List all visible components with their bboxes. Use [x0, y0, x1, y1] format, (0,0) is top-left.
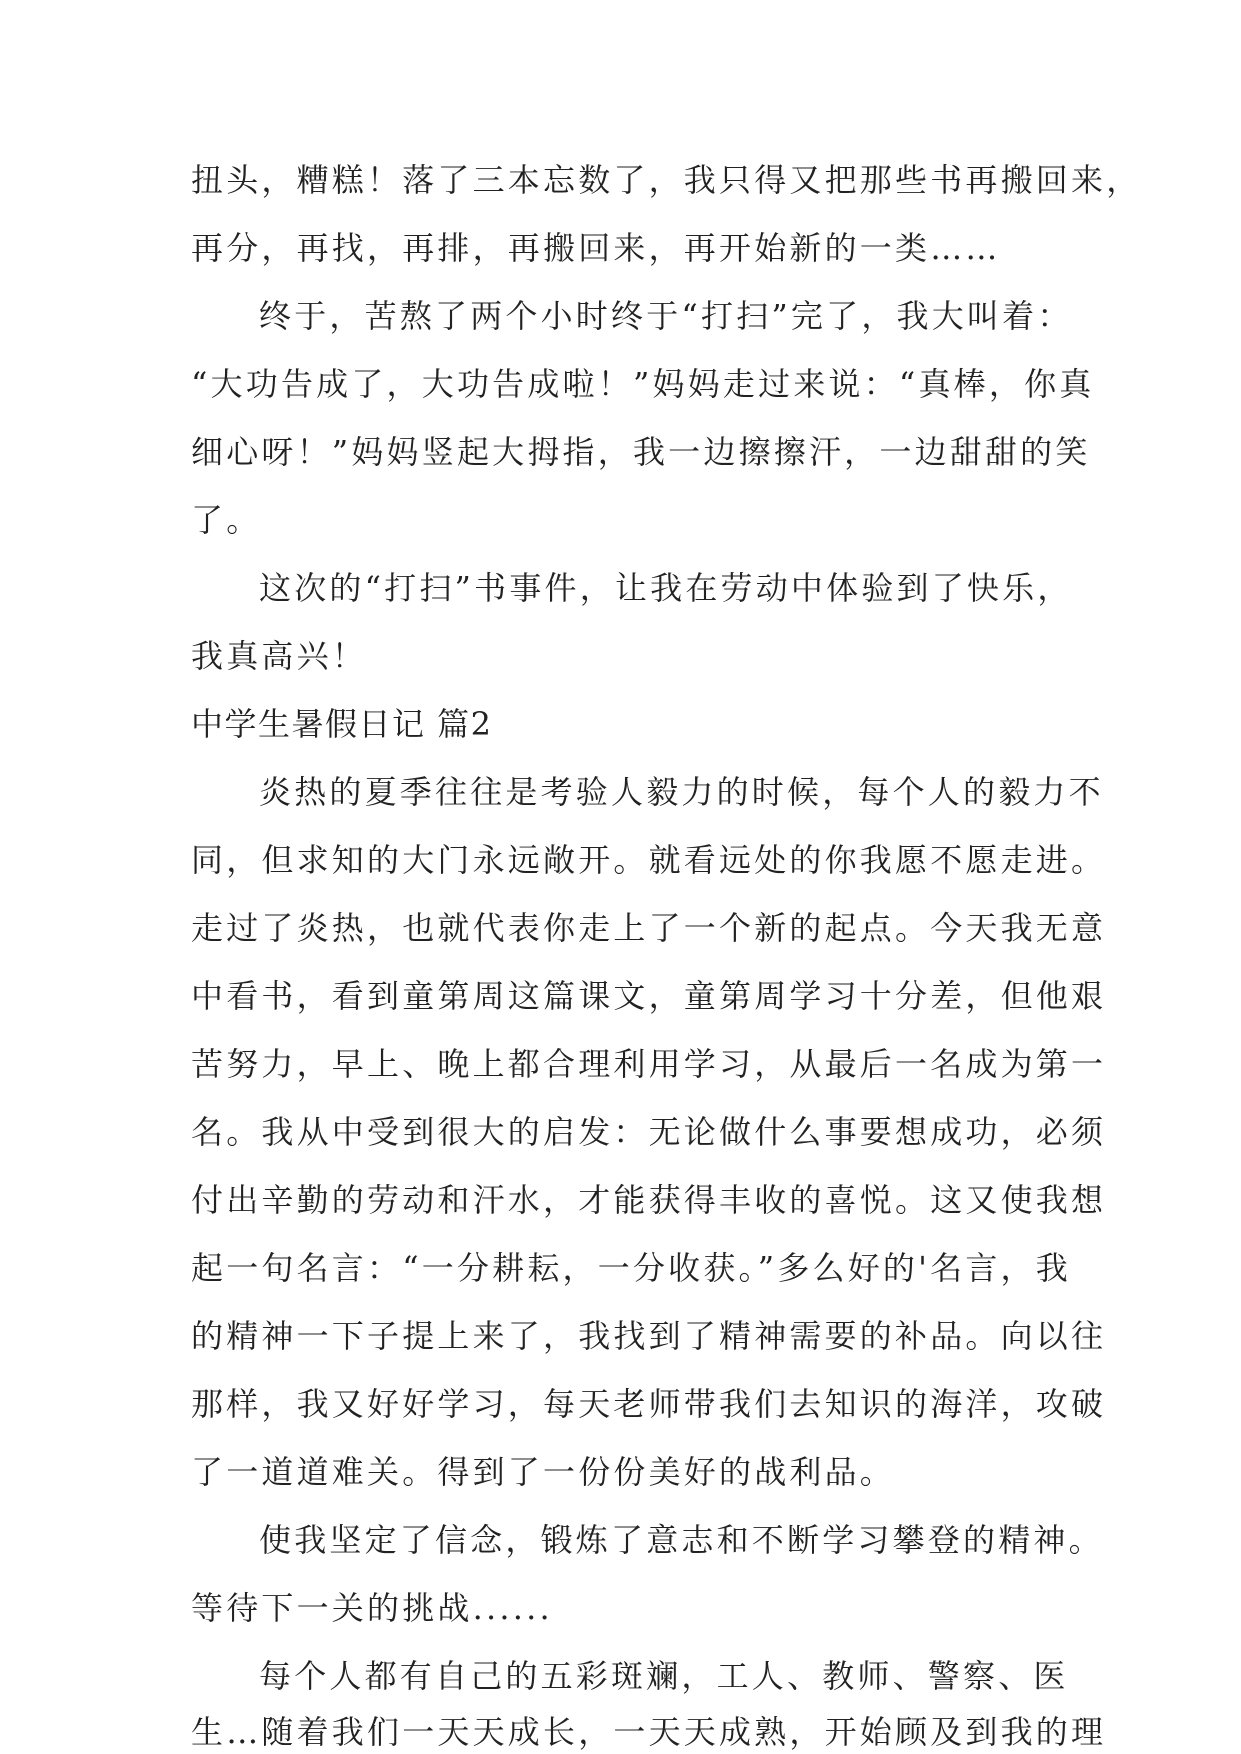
- text-line: 等待下一关的挑战......: [191, 1589, 553, 1627]
- paragraph-start-line: 使我坚定了信念，锻炼了意志和不断学习攀登的精神。: [259, 1521, 1104, 1559]
- text-line: 起一句名言：“一分耕耘，一分收获。”多么好的'名言，我: [191, 1249, 1071, 1287]
- text-line: 苦努力，早上、晚上都合理利用学习，从最后一名成为第一: [191, 1045, 1107, 1083]
- text-line: 名。我从中受到很大的启发：无论做什么事要想成功，必须: [191, 1113, 1107, 1151]
- paragraph-start-line: 炎热的夏季往往是考验人毅力的时候，每个人的毅力不: [259, 773, 1104, 811]
- section-heading: 中学生暑假日记 篇2: [191, 705, 493, 743]
- paragraph-start-line: 这次的“打扫”书事件，让我在劳动中体验到了快乐，: [259, 569, 1073, 607]
- text-line: 了一道道难关。得到了一份份美好的战利品。: [191, 1453, 896, 1491]
- paragraph-start-line: 终于，苦熬了两个小时终于“打扫”完了，我大叫着：: [259, 297, 1073, 335]
- text-line: 同，但求知的大门永远敞开。就看远处的你我愿不愿走进。: [191, 841, 1107, 879]
- text-line: 走过了炎热，也就代表你走上了一个新的起点。今天我无意: [191, 909, 1107, 947]
- text-line: 我真高兴！: [191, 637, 368, 675]
- text-line: 中看书，看到童第周这篇课文，童第周学习十分差，但他艰: [191, 977, 1107, 1015]
- paragraph-start-line: 每个人都有自己的五彩斑斓，工人、教师、警察、医: [259, 1657, 1069, 1695]
- text-line: 再分，再找，再排，再搬回来，再开始新的一类……: [191, 229, 1001, 267]
- text-line: 扭头，糟糕！落了三本忘数了，我只得又把那些书再搬回来，: [191, 161, 1142, 199]
- text-line: 付出辛勤的劳动和汗水，才能获得丰收的喜悦。这又使我想: [191, 1181, 1107, 1219]
- text-line: 细心呀！”妈妈竖起大拇指，我一边擦擦汗，一边甜甜的笑: [191, 433, 1091, 471]
- text-line: 那样，我又好好学习，每天老师带我们去知识的海洋，攻破: [191, 1385, 1107, 1423]
- text-line: 生…随着我们一天天成长，一天天成熟，开始顾及到我的理: [191, 1713, 1107, 1751]
- text-line: 的精神一下子提上来了，我找到了精神需要的补品。向以往: [191, 1317, 1107, 1355]
- text-line: 了。: [191, 501, 262, 539]
- text-line: “大功告成了，大功告成啦！”妈妈走过来说：“真棒，你真: [191, 365, 1095, 403]
